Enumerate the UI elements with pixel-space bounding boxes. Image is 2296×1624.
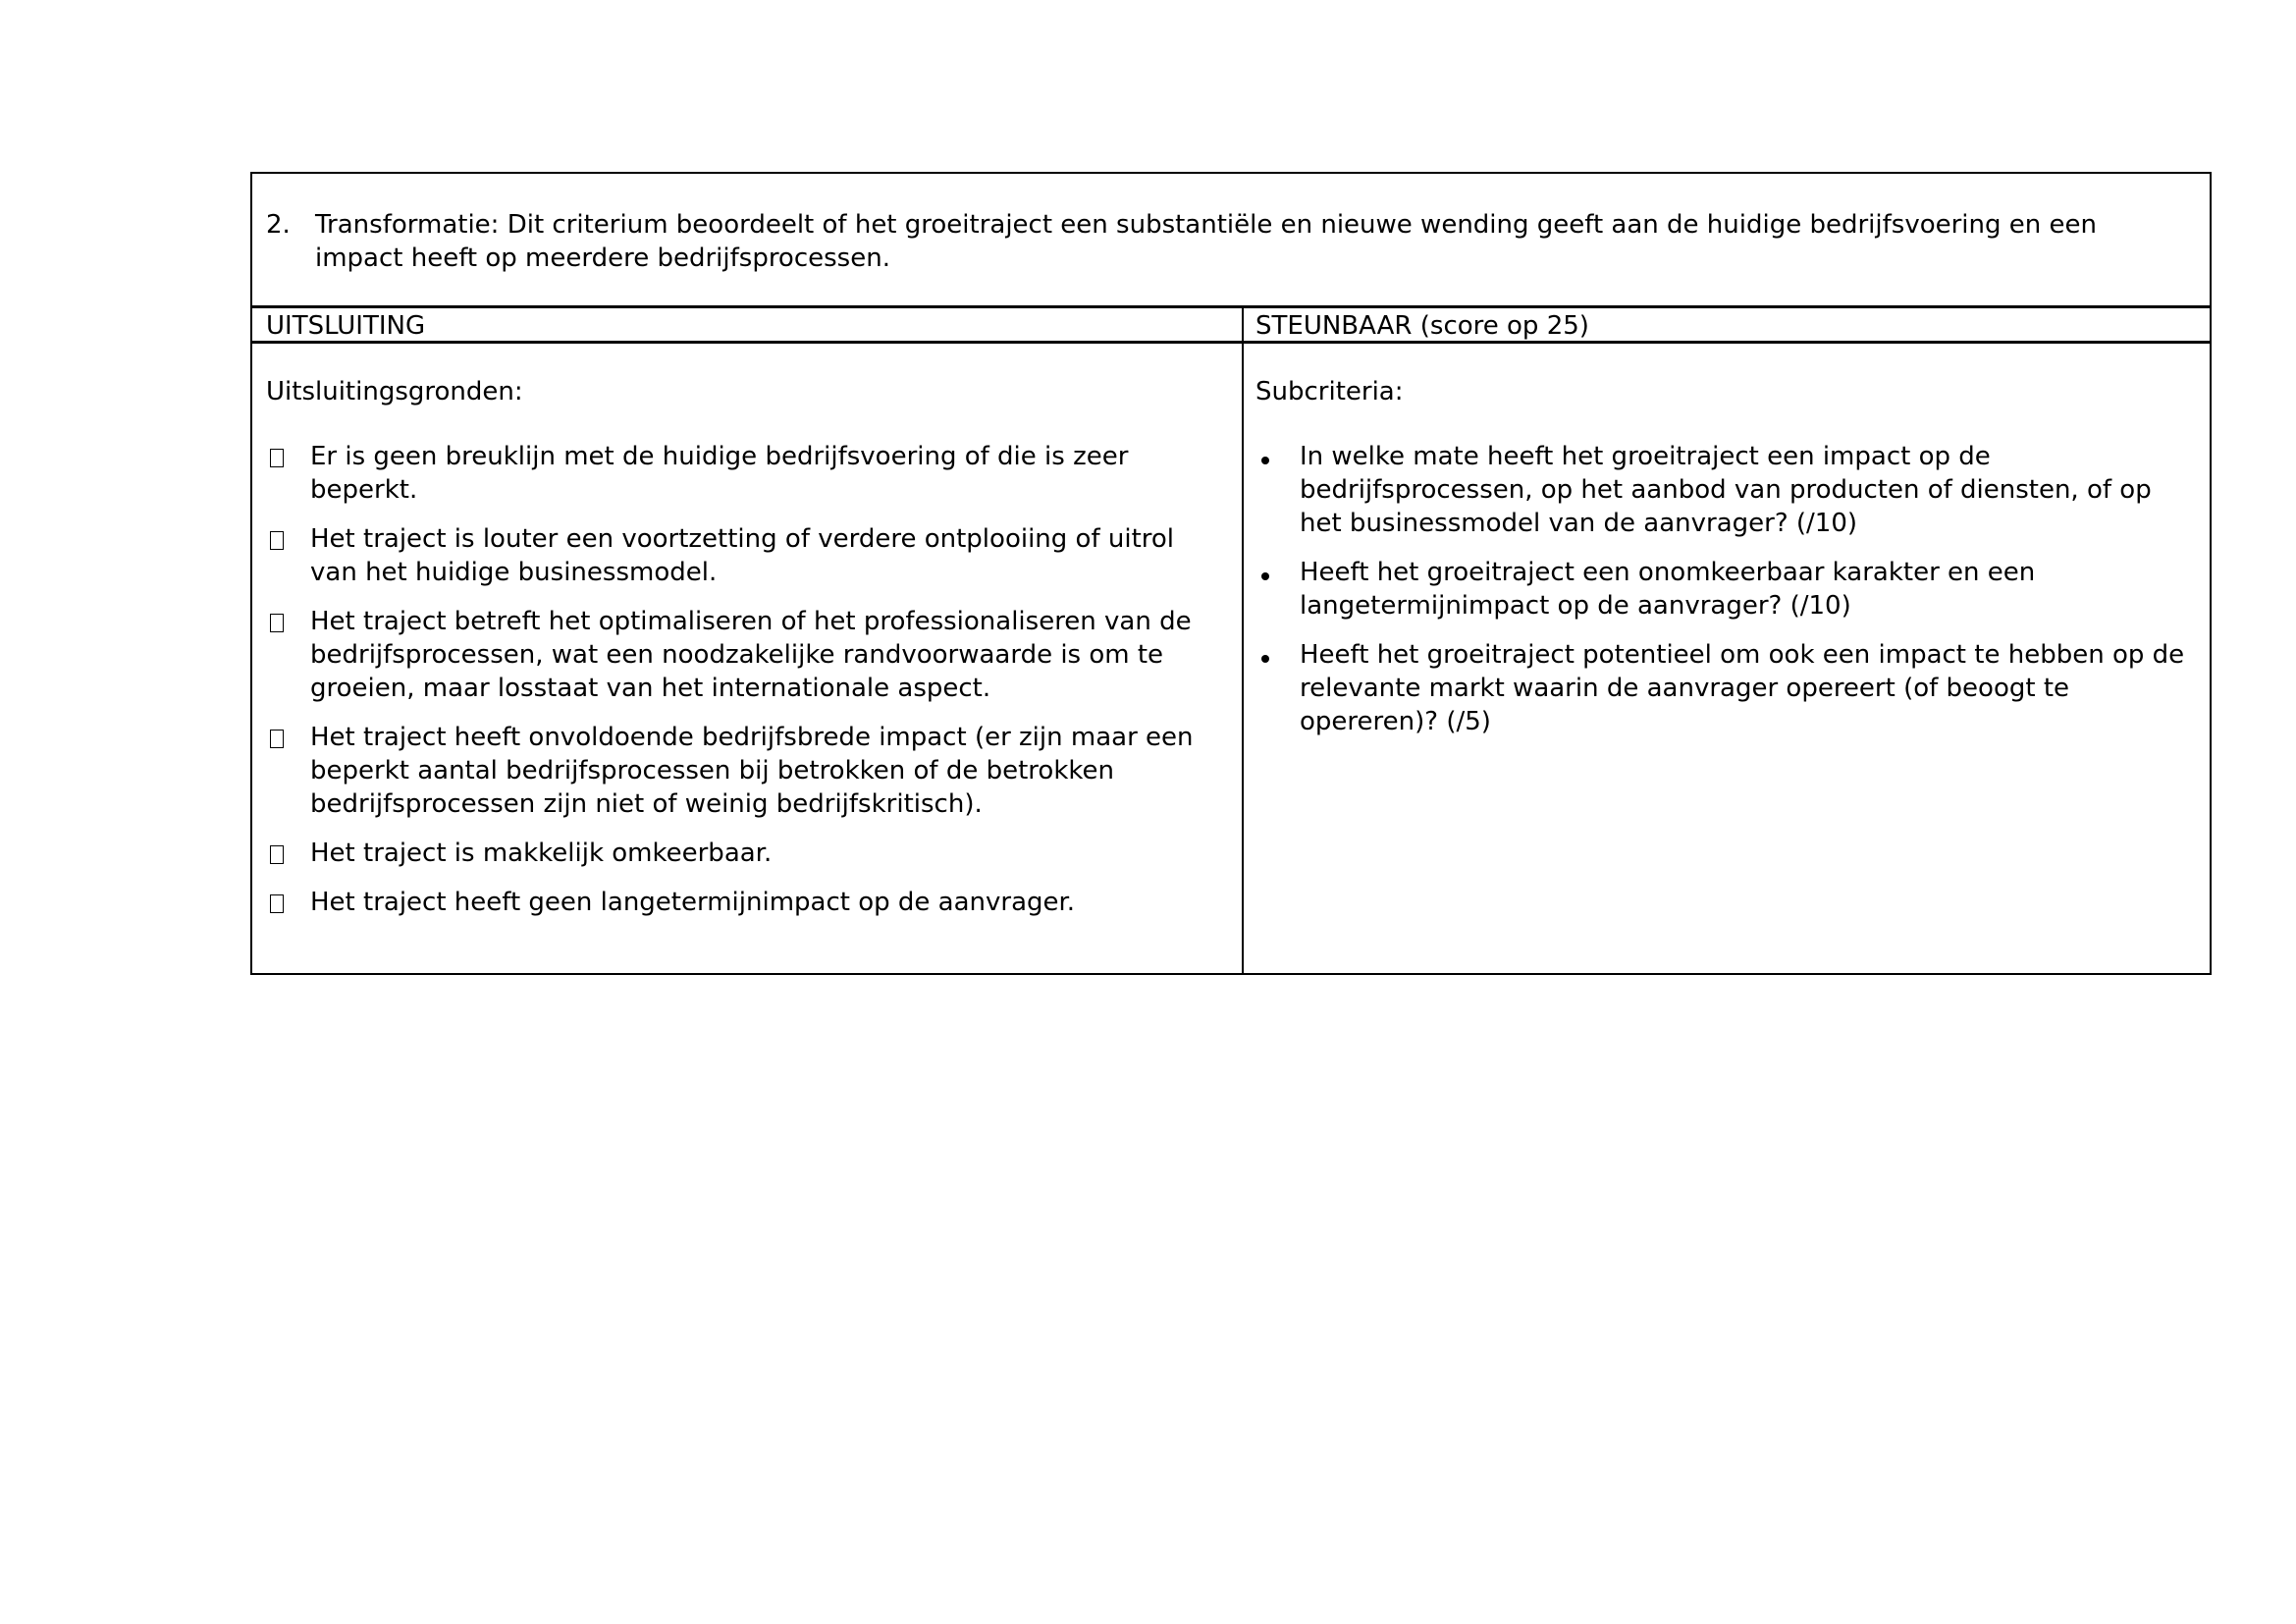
list-item-text: Het traject betreft het optimaliseren of het professionaliseren van de bedrijfsprocessen, wat een noodzakelijke randvoorwaarde is om te groeien, maar losstaat van het internationale aspect.: [310, 607, 1192, 703]
checkbox-icon: [266, 522, 284, 559]
subcriteria-list: [1255, 440, 2188, 738]
list-item-text: Het traject heeft onvoldoende bedrijfsbrede impact (er zijn maar een beperkt aantal bedrijfsprocessen bij betrokken of de betrokken bedrijfsprocessen zijn niet of weinig bedrijfskritisch).: [310, 723, 1194, 819]
exclusion-cell: [266, 375, 1228, 935]
exclusion-list: [266, 440, 1228, 919]
subcriteria-intro: Subcriteria:: [1255, 377, 1404, 406]
divider: [252, 341, 2210, 344]
list-item-text: Het traject is louter een voortzetting of verdere ontplooiing of uitrol van het huidige businessmodel.: [310, 524, 1175, 587]
list-item-text: Heeft het groeitraject een onomkeerbaar karakter en een langetermijnimpact op de aanvrager? (/10): [1300, 558, 2036, 621]
column-divider: [1242, 307, 1244, 973]
subcriteria-cell: [1255, 375, 2188, 754]
checkbox-icon: [266, 440, 284, 476]
list-item-text: Heeft het groeitraject potentieel om ook een impact te hebben op de relevante markt waarin de aanvrager opereert (of beoogt te opereren)? (/5): [1300, 640, 2185, 736]
criterion-number: 2.: [266, 210, 291, 240]
list-item: [266, 522, 1228, 589]
list-item-text: Er is geen breuklijn met de huidige bedrijfsvoering of die is zeer beperkt.: [310, 442, 1129, 505]
list-item: [266, 886, 1228, 919]
exclusion-intro: Uitsluitingsgronden:: [266, 377, 523, 406]
checkbox-icon: [266, 837, 284, 873]
checkbox-icon: [266, 721, 284, 757]
eligible-header: STEUNBAAR (score op 25): [1255, 311, 1589, 341]
list-item: [266, 605, 1228, 705]
divider: [252, 305, 2210, 308]
checkbox-icon: [266, 605, 284, 641]
bullet-icon: [1255, 638, 1269, 672]
criteria-table: [250, 172, 2212, 975]
list-item: [266, 837, 1228, 870]
list-item: [266, 721, 1228, 821]
exclusion-header: UITSLUITING: [266, 311, 426, 341]
list-item: [1255, 440, 2188, 540]
checkbox-icon: [266, 886, 284, 922]
list-item-text: Het traject heeft geen langetermijnimpact op de aanvrager.: [310, 888, 1076, 917]
list-item: [1255, 556, 2188, 623]
criterion-text: Transformatie: Dit criterium beoordeelt of het groeitraject een substantiële en nieuwe wending geeft aan de huidige bedrijfsvoering en een impact heeft op meerdere bedrijfsprocessen.: [315, 210, 2097, 273]
list-item: [266, 440, 1228, 507]
bullet-icon: [1255, 440, 1269, 473]
criterion-title: [266, 208, 2190, 275]
list-item-text: Het traject is makkelijk omkeerbaar.: [310, 839, 773, 868]
list-item: [1255, 638, 2188, 738]
bullet-icon: [1255, 556, 1269, 589]
list-item-text: In welke mate heeft het groeitraject een impact op de bedrijfsprocessen, op het aanbod van producten of diensten, of op het businessmodel van de aanvrager? (/10): [1300, 442, 2152, 538]
